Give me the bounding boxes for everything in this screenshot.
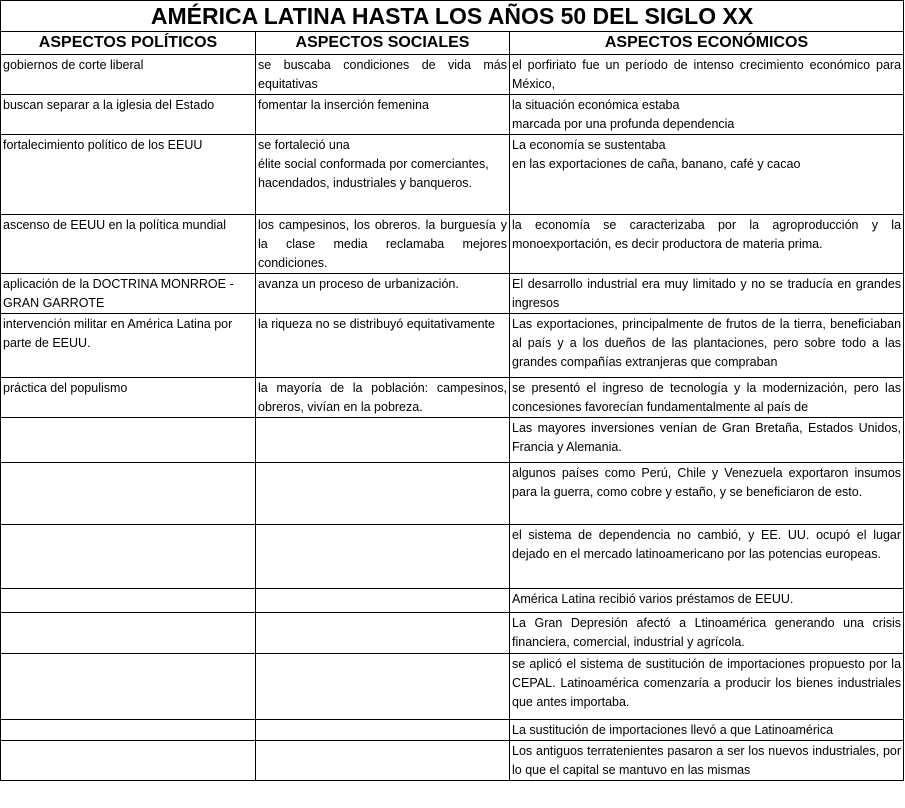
cell-politicos: buscan separar a la iglesia del Estado: [1, 95, 256, 135]
cell-politicos: [1, 418, 256, 463]
table-row: [1, 95, 904, 135]
table-row: [1, 654, 904, 720]
cell-politicos: [1, 589, 256, 613]
cell-sociales: la riqueza no se distribuyó equitativamente: [256, 314, 510, 378]
header-row: [1, 32, 904, 55]
cell-economicos: la situación económica estaba marcada por una profunda dependencia: [510, 95, 904, 135]
table-row: [1, 274, 904, 314]
header-sociales: ASPECTOS SOCIALES: [256, 32, 510, 55]
cell-economicos: La Gran Depresión afectó a Ltinoamérica generando una crisis financiera, comercial, industrial y agrícola.: [510, 613, 904, 654]
cell-sociales: [256, 654, 510, 720]
table-row: [1, 55, 904, 95]
header-politicos: ASPECTOS POLÍTICOS: [1, 32, 256, 55]
cell-sociales: [256, 589, 510, 613]
cell-economicos: se aplicó el sistema de sustitución de importaciones propuesto por la CEPAL. Latinoamérica comenzaría a producir los bienes industriales que antes importaba.: [510, 654, 904, 720]
table-row: [1, 314, 904, 378]
cell-politicos: [1, 720, 256, 741]
cell-economicos: la economía se caracterizaba por la agroproducción y la monoexportación, es decir productora de materia prima.: [510, 215, 904, 274]
cell-sociales: [256, 720, 510, 741]
cell-economicos: el sistema de dependencia no cambió, y EE. UU. ocupó el lugar dejado en el mercado latinoamericano por las potencias europeas.: [510, 525, 904, 589]
cell-sociales: [256, 741, 510, 781]
table-row: [1, 463, 904, 525]
cell-sociales: [256, 463, 510, 525]
cell-sociales: se fortaleció una élite social conformada por comerciantes, hacendados, industriales y banqueros.: [256, 135, 510, 215]
table-row: [1, 720, 904, 741]
cell-sociales: [256, 525, 510, 589]
cell-politicos: práctica del populismo: [1, 378, 256, 418]
cell-sociales: [256, 418, 510, 463]
cell-economicos: el porfiriato fue un período de intenso crecimiento económico para México,: [510, 55, 904, 95]
table-row: [1, 215, 904, 274]
table-row: [1, 525, 904, 589]
header-economicos: ASPECTOS ECONÓMICOS: [510, 32, 904, 55]
table-row: [1, 378, 904, 418]
cell-politicos: fortalecimiento político de los EEUU: [1, 135, 256, 215]
cell-economicos: Las exportaciones, principalmente de frutos de la tierra, beneficiaban al país y a los dueños de las plantaciones, pero sobre todo a las grandes compañías extranjeras que compraban: [510, 314, 904, 378]
cell-politicos: [1, 613, 256, 654]
cell-sociales: la mayoría de la población: campesinos, obreros, vivían en la pobreza.: [256, 378, 510, 418]
cell-sociales: avanza un proceso de urbanización.: [256, 274, 510, 314]
cell-sociales: fomentar la inserción femenina: [256, 95, 510, 135]
cell-economicos: América Latina recibió varios préstamos de EEUU.: [510, 589, 904, 613]
table-row: [1, 589, 904, 613]
cell-politicos: ascenso de EEUU en la política mundial: [1, 215, 256, 274]
cell-economicos: se presentó el ingreso de tecnología y la modernización, pero las concesiones favorecían fundamentalmente al país de: [510, 378, 904, 418]
cell-politicos: [1, 654, 256, 720]
table-body: [1, 1, 904, 781]
cell-economicos: El desarrollo industrial era muy limitado y no se traducía en grandes ingresos: [510, 274, 904, 314]
cell-politicos: aplicación de la DOCTRINA MONRROE - GRAN GARROTE: [1, 274, 256, 314]
cell-politicos: [1, 525, 256, 589]
table-title: AMÉRICA LATINA HASTA LOS AÑOS 50 DEL SIGLO XX: [1, 1, 904, 32]
cell-sociales: los campesinos, los obreros. la burguesía y la clase media reclamaba mejores condiciones.: [256, 215, 510, 274]
table-row: [1, 418, 904, 463]
cell-economicos: Las mayores inversiones venían de Gran Bretaña, Estados Unidos, Francia y Alemania.: [510, 418, 904, 463]
cell-sociales: se buscaba condiciones de vida más equitativas: [256, 55, 510, 95]
table-row: [1, 135, 904, 215]
cell-politicos: [1, 463, 256, 525]
cell-sociales: [256, 613, 510, 654]
cell-politicos: [1, 741, 256, 781]
cell-politicos: gobiernos de corte liberal: [1, 55, 256, 95]
table-row: [1, 613, 904, 654]
cell-economicos: algunos países como Perú, Chile y Venezuela exportaron insumos para la guerra, como cobre y estaño, y se beneficiaron de esto.: [510, 463, 904, 525]
cell-economicos: La economía se sustentaba en las exportaciones de caña, banano, café y cacao: [510, 135, 904, 215]
cell-economicos: Los antiguos terratenientes pasaron a ser los nuevos industriales, por lo que el capital se mantuvo en las mismas: [510, 741, 904, 781]
title-row: [1, 1, 904, 32]
cell-politicos: intervención militar en América Latina por parte de EEUU.: [1, 314, 256, 378]
table-row: [1, 741, 904, 781]
cell-economicos: La sustitución de importaciones llevó a que Latinoamérica: [510, 720, 904, 741]
